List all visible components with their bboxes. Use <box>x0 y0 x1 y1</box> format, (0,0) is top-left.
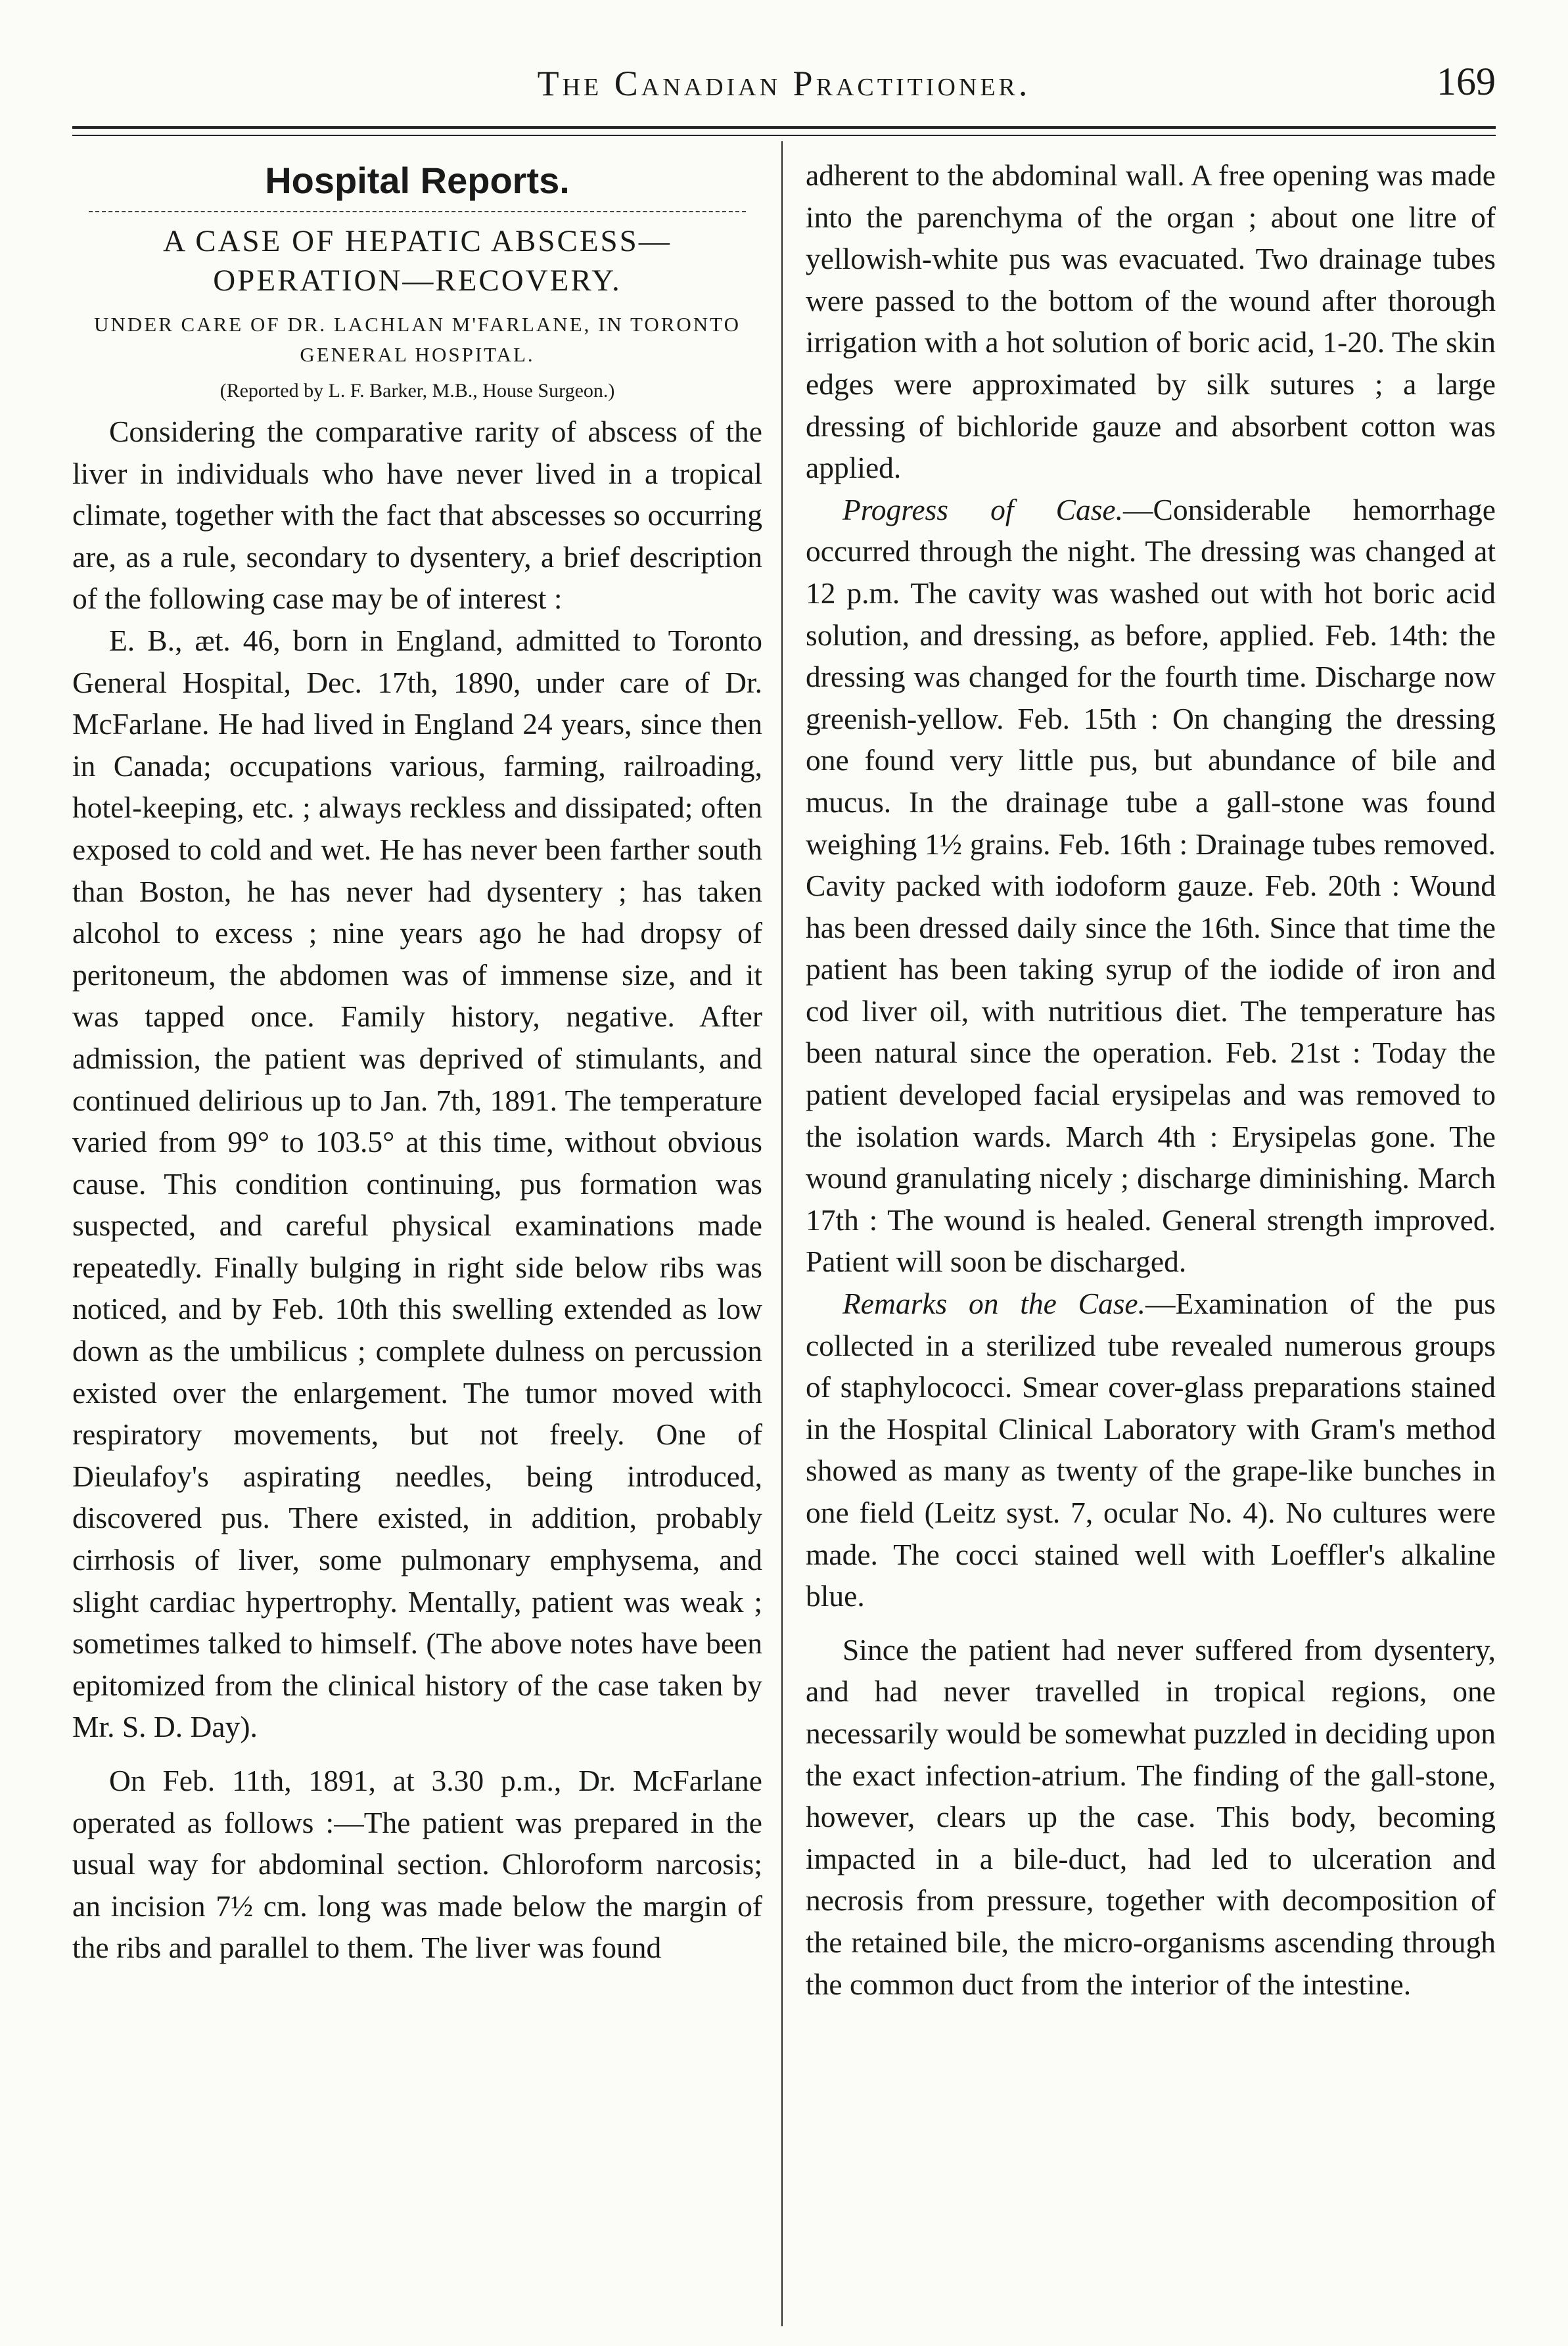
operation-paragraph: On Feb. 11th, 1891, at 3.30 p.m., Dr. McFarlane operated as follows :—The patient was prepared in the usual way for abdominal section. Chloroform narcosis; an incision 7½ cm. long was made below the margin of the ribs and parallel to them. The liver was found <box>72 1764 762 1965</box>
article-title: A CASE OF HEPATIC ABSCESS—OPERATION—RECOVERY. <box>163 224 672 298</box>
progress-text: —Considerable hemorrhage occurred through the night. The dressing was changed at 12 p.m. The cavity was washed out with hot boric acid solution, and dressing, as before, applied. Feb. 14th: the dressing was changed for the fourth time. Discharge now greenish-yellow. Feb. 15th : On changing the dressing one found very little pus, but abundance of bile and mucus. In the drainage tube a gall-stone was found weighing 1½ grains. Feb. 16th : Drainage tubes removed. Cavity packed with iodoform gauze. Feb. 20th : Wound has been dressed daily since the 16th. Since that time the patient has been taking syrup of the iodide of iron and cod liver oil, with nutritious diet. The temperature has been natural since the operation. Feb. 21st : Today the patient developed facial erysipelas and was removed to the isolation wards. March 4th : Erysipelas gone. The wound granulating nicely ; discharge diminishing. March 17th : The wound is healed. General strength improved. Patient will soon be discharged. <box>806 492 1496 1279</box>
operation-continuation: adherent to the abdominal wall. A free opening was made into the parenchyma of the organ ; about one litre of yellowish-white pus was evacuated. Two drainage tubes were passed to the bottom of the wound after thorough irrigation with a hot solution of boric acid, 1-20. The skin edges were approximated by silk sutures ; a large dressing of bichloride gauze and absorbent cotton was applied. <box>806 158 1496 485</box>
column-divider <box>781 141 783 2326</box>
running-title: The Canadian Practitioner. <box>537 64 1031 103</box>
heading-divider <box>89 211 746 212</box>
care-note: UNDER CARE OF DR. LACHLAN M'FARLANE, IN TORONTO GENERAL HOSPITAL. <box>94 313 741 366</box>
remarks-paragraph <box>806 1283 1496 1617</box>
left-column <box>72 154 762 1969</box>
progress-label: Progress of Case. <box>842 492 1123 526</box>
closing-paragraph: Since the patient had never suffered from dysentery, and had never travelled in tropical regions, one necessarily would be somewhat puzzled in deciding upon the exact infection-atrium. The finding of the gall-stone, however, clears up the case. This body, becoming impacted in a bile-duct, had led to ulceration and necrosis from pressure, together with decomposition of the retained bile, the micro-organisms ascending through the common duct from the interior of the intestine. <box>806 1632 1496 2001</box>
page-number: 169 <box>1437 60 1496 103</box>
remarks-text: —Examination of the pus collected in a sterilized tube revealed numerous groups of staphylococci. Smear cover-glass preparations stained in the Hospital Clinical Laboratory with Gram's method showed as many as twenty of the grape-like bunches in one field (Leitz syst. 7, ocular No. 4). No cultures were made. The cocci stained well with Loeffler's alkaline blue. <box>806 1287 1496 1613</box>
header-rule-thin <box>72 135 1496 136</box>
header-rule-thick <box>72 126 1496 129</box>
remarks-label: Remarks on the Case. <box>842 1287 1145 1321</box>
case-history-paragraph: E. B., æt. 46, born in England, admitted to Toronto General Hospital, Dec. 17th, 1890, under care of Dr. McFarlane. He had lived in England 24 years, since then in Canada; occupations various, farming, railroading, hotel-keeping, etc. ; always reckless and dissipated; often exposed to cold and wet. He has never been farther south than Boston, he has never had dysentery ; has taken alcohol to excess ; nine years ago he had dropsy of peritoneum, the abdomen was of immense size, and it was tapped once. Family history, negative. After admission, the patient was deprived of stimulants, and continued delirious up to Jan. 7th, 1891. The temperature varied from 99° to 103.5° at this time, without obvious cause. This condition continuing, pus formation was suspected, and careful physical examinations made repeatedly. Finally bulging in right side below ribs was noticed, and by Feb. 10th this swelling extended as low down as the umbilicus ; complete dulness on percussion existed over the enlargement. The tumor moved with respiratory movements, but not freely. One of Dieulafoy's aspirating needles, being introduced, discovered pus. There existed, in addition, probably cirrhosis of liver, some pulmonary emphysema, and slight cardiac hypertrophy. Mentally, patient was weak ; sometimes talked to himself. (The above notes have been epitomized from the clinical history of the case taken by Mr. S. D. Day). <box>72 623 762 1744</box>
right-column <box>806 154 1496 2005</box>
section-heading: Hospital Reports. <box>265 160 570 201</box>
intro-paragraph: Considering the comparative rarity of abscess of the liver in individuals who have never lived in a tropical climate, together with the fact that abscesses so occurring are, as a rule, secondary to dysentery, a brief description of the following case may be of interest : <box>72 415 762 616</box>
page-header <box>72 59 1496 112</box>
progress-paragraph <box>806 489 1496 1283</box>
reporter-credit: (Reported by L. F. Barker, M.B., House Surgeon.) <box>219 380 615 402</box>
